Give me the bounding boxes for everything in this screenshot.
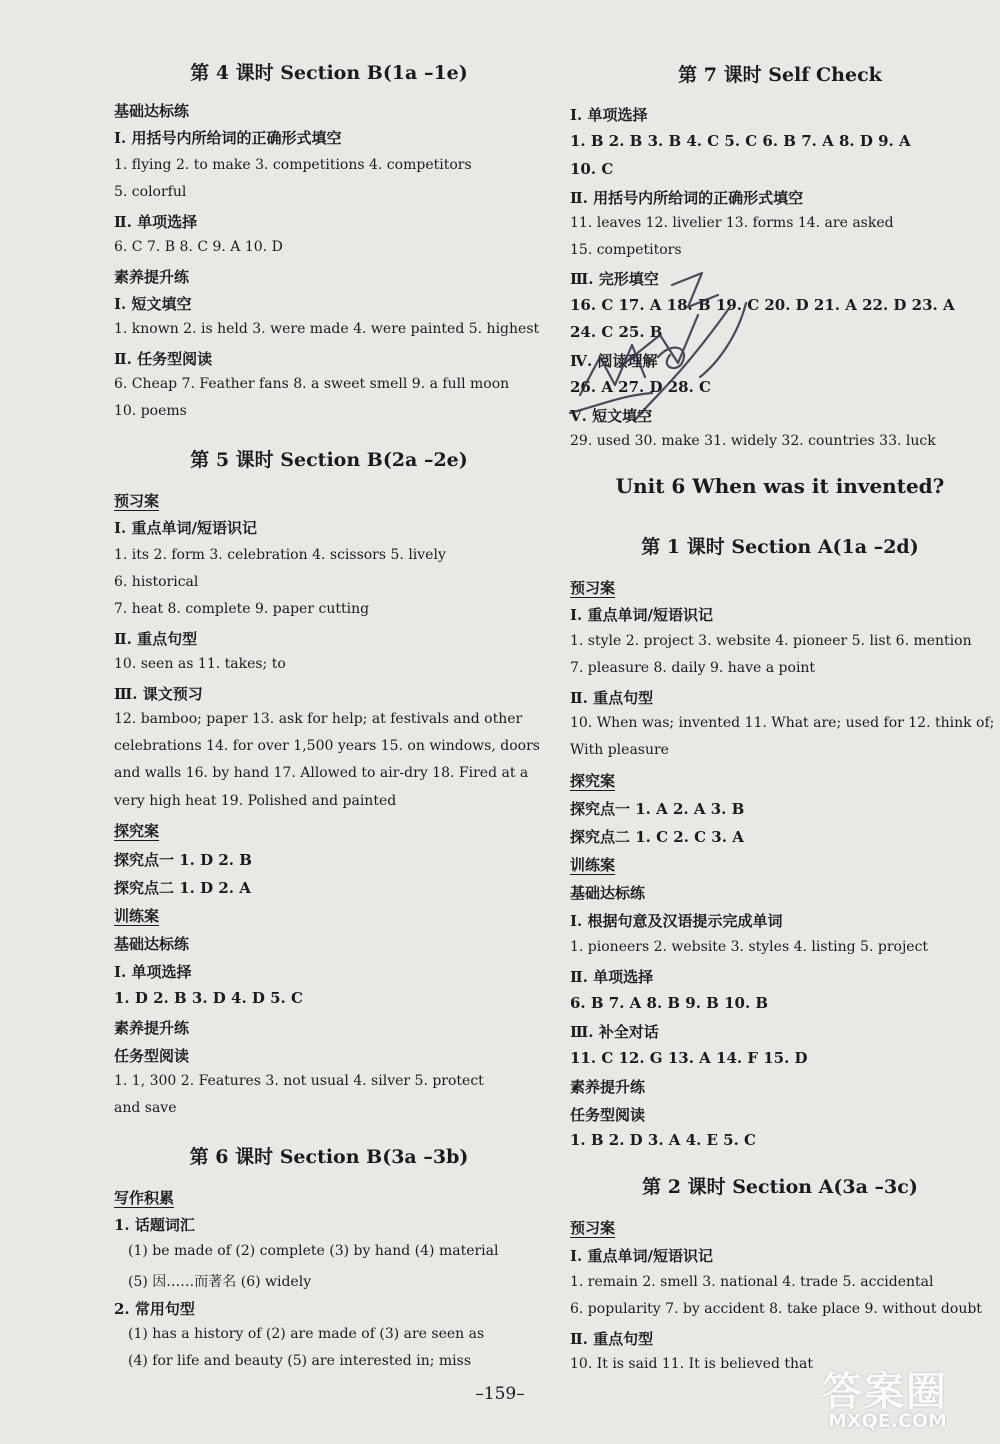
answer-line: 15. competitors	[570, 242, 682, 258]
answer-line: 5. colorful	[114, 184, 187, 200]
answer-line: 1. style 2. project 3. website 4. pioneer 5. list 6. mention	[570, 633, 972, 649]
answer-line: 6. B 7. A 8. B 9. B 10. B	[570, 994, 769, 1012]
lesson6-topic-words-heading: 1. 话题词汇	[114, 1216, 195, 1234]
answer-line: With pleasure	[570, 742, 669, 758]
lesson1-basic-heading: 基础达标练	[570, 884, 646, 902]
watermark-logo-text: 答案圈	[822, 1369, 948, 1415]
answer-line: 1. known 2. is held 3. were made 4. were painted 5. highest	[114, 321, 540, 337]
lesson7-section1-heading: Ⅰ. 单项选择	[570, 106, 648, 124]
answer-line: 10. It is said 11. It is believed that	[570, 1356, 813, 1372]
answer-line: very high heat 19. Polished and painted	[114, 793, 397, 809]
answer-line: celebrations 14. for over 1,500 years 15. on windows, doors	[114, 738, 540, 754]
lesson5-train-heading: 训练案	[114, 907, 160, 925]
answer-line: 探究点一 1. D 2. B	[114, 851, 252, 869]
lesson1-section2-heading: Ⅱ. 重点句型	[570, 689, 654, 707]
lesson2-section1-heading: Ⅰ. 重点单词/短语识记	[570, 1247, 713, 1265]
lesson7-section5-heading: Ⅴ. 短文填空	[570, 407, 653, 425]
answer-line: 1. B 2. D 3. A 4. E 5. C	[570, 1131, 756, 1149]
answer-line: 1. flying 2. to make 3. competitions 4. competitors	[114, 157, 472, 173]
answer-line: and walls 16. by hand 17. Allowed to air-dry 18. Fired at a	[114, 765, 529, 781]
lesson1-explore-heading: 探究案	[570, 772, 616, 790]
lesson7-section4-heading: Ⅳ. 阅读理解	[570, 352, 658, 370]
lesson5-section3-heading: Ⅲ. 课文预习	[114, 685, 203, 703]
answer-line: 6. Cheap 7. Feather fans 8. a sweet smell 9. a full moon	[114, 376, 510, 392]
answer-line: 1. 1, 300 2. Features 3. not usual 4. silver 5. protect	[114, 1073, 484, 1089]
answer-line: 1. B 2. B 3. B 4. C 5. C 6. B 7. A 8. D 9. A	[570, 132, 911, 150]
answer-line: 16. C 17. A 18. B 19. C 20. D 21. A 22. D 23. A	[570, 296, 955, 314]
answer-line: 探究点二 1. C 2. C 3. A	[570, 828, 744, 846]
answer-line: 10. poems	[114, 403, 187, 419]
answer-line: 探究点一 1. A 2. A 3. B	[570, 800, 745, 818]
lesson5-train1-heading: Ⅰ. 单项选择	[114, 963, 192, 981]
answer-line: (4) for life and beauty (5) are interested in; miss	[128, 1353, 472, 1369]
lesson4-section3-heading: Ⅰ. 短文填空	[114, 295, 192, 313]
lesson1-train2-heading: Ⅱ. 单项选择	[570, 968, 654, 986]
answer-line: 6. historical	[114, 574, 199, 590]
lesson1-train3-heading: Ⅲ. 补全对话	[570, 1023, 659, 1041]
lesson2-preview-heading: 预习案	[570, 1219, 616, 1237]
lesson5-section2-heading: Ⅱ. 重点句型	[114, 630, 198, 648]
answer-line: 12. bamboo; paper 13. ask for help; at festivals and other	[114, 711, 523, 727]
lesson5-train2-heading: 任务型阅读	[114, 1047, 190, 1065]
answer-line: 10. seen as 11. takes; to	[114, 656, 286, 672]
lesson4-basic-heading: 基础达标练	[114, 102, 190, 120]
answer-line: and save	[114, 1100, 177, 1116]
lesson4-section2-heading: Ⅱ. 单项选择	[114, 213, 198, 231]
answer-line: 探究点二 1. D 2. A	[114, 879, 251, 897]
answer-line: (5) 因……而著名 (6) widely	[128, 1274, 312, 1290]
lesson6-title: 第 6 课时 Section B(3a –3b)	[189, 1146, 469, 1168]
lesson1-advance-heading: 素养提升练	[570, 1078, 646, 1096]
unit6-title: Unit 6 When was it invented?	[615, 474, 945, 498]
watermark	[822, 1360, 992, 1436]
lesson1-preview-heading: 预习案	[570, 579, 616, 597]
lesson1-title: 第 1 课时 Section A(1a –2d)	[641, 536, 919, 558]
lesson7-title: 第 7 课时 Self Check	[678, 64, 882, 86]
answer-line: 10. When was; invented 11. What are; used for 12. think of;	[570, 715, 995, 731]
lesson6-writing-heading: 写作积累	[114, 1189, 175, 1207]
answer-line: 11. leaves 12. livelier 13. forms 14. are asked	[570, 215, 894, 231]
lesson2-title: 第 2 课时 Section A(3a –3c)	[642, 1176, 918, 1198]
answer-line: 1. D 2. B 3. D 4. D 5. C	[114, 989, 303, 1007]
answer-line: 26. A 27. D 28. C	[570, 378, 711, 396]
answer-line: 7. pleasure 8. daily 9. have a point	[570, 660, 816, 676]
lesson5-section1-heading: Ⅰ. 重点单词/短语识记	[114, 519, 257, 537]
answer-line: 1. its 2. form 3. celebration 4. scissors 5. lively	[114, 547, 446, 563]
answer-line: (1) has a history of (2) are made of (3) are seen as	[128, 1326, 485, 1342]
watermark-url: MXQE.COM	[828, 1410, 947, 1432]
lesson5-explore-heading: 探究案	[114, 822, 160, 840]
answer-line: 10. C	[570, 160, 614, 178]
lesson1-train4-heading: 任务型阅读	[570, 1106, 646, 1124]
lesson7-section2-heading: Ⅱ. 用括号内所给词的正确形式填空	[570, 189, 804, 207]
answer-line: 6. popularity 7. by accident 8. take place 9. without doubt	[570, 1301, 982, 1317]
lesson7-section3-heading: Ⅲ. 完形填空	[570, 270, 659, 288]
answer-line: (1) be made of (2) complete (3) by hand (4) material	[128, 1243, 499, 1259]
lesson4-section4-heading: Ⅱ. 任务型阅读	[114, 350, 213, 368]
lesson1-section1-heading: Ⅰ. 重点单词/短语识记	[570, 606, 713, 624]
lesson2-section2-heading: Ⅱ. 重点句型	[570, 1330, 654, 1348]
lesson1-train1-heading: Ⅰ. 根据句意及汉语提示完成单词	[570, 912, 783, 930]
answer-line: 6. C 7. B 8. C 9. A 10. D	[114, 239, 283, 255]
lesson5-advance-heading: 素养提升练	[114, 1019, 190, 1037]
page-number: –159–	[475, 1384, 525, 1404]
lesson5-preview-heading: 预习案	[114, 492, 160, 510]
answer-line: 29. used 30. make 31. widely 32. countries 33. luck	[570, 433, 936, 449]
lesson5-title: 第 5 课时 Section B(2a –2e)	[190, 449, 468, 471]
handwritten-scribble	[560, 245, 760, 445]
answer-line: 24. C 25. B	[570, 323, 663, 341]
answer-line: 1. pioneers 2. website 3. styles 4. listing 5. project	[570, 939, 929, 955]
answer-line: 1. remain 2. smell 3. national 4. trade 5. accidental	[570, 1274, 934, 1290]
lesson6-sentences-heading: 2. 常用句型	[114, 1300, 195, 1318]
lesson4-advance-heading: 素养提升练	[114, 268, 190, 286]
lesson4-section1-heading: Ⅰ. 用括号内所给词的正确形式填空	[114, 129, 342, 147]
lesson1-train-heading: 训练案	[570, 856, 616, 874]
lesson4-title: 第 4 课时 Section B(1a –1e)	[190, 62, 468, 84]
answer-line: 7. heat 8. complete 9. paper cutting	[114, 601, 370, 617]
lesson5-basic-heading: 基础达标练	[114, 935, 190, 953]
answer-line: 11. C 12. G 13. A 14. F 15. D	[570, 1049, 808, 1067]
